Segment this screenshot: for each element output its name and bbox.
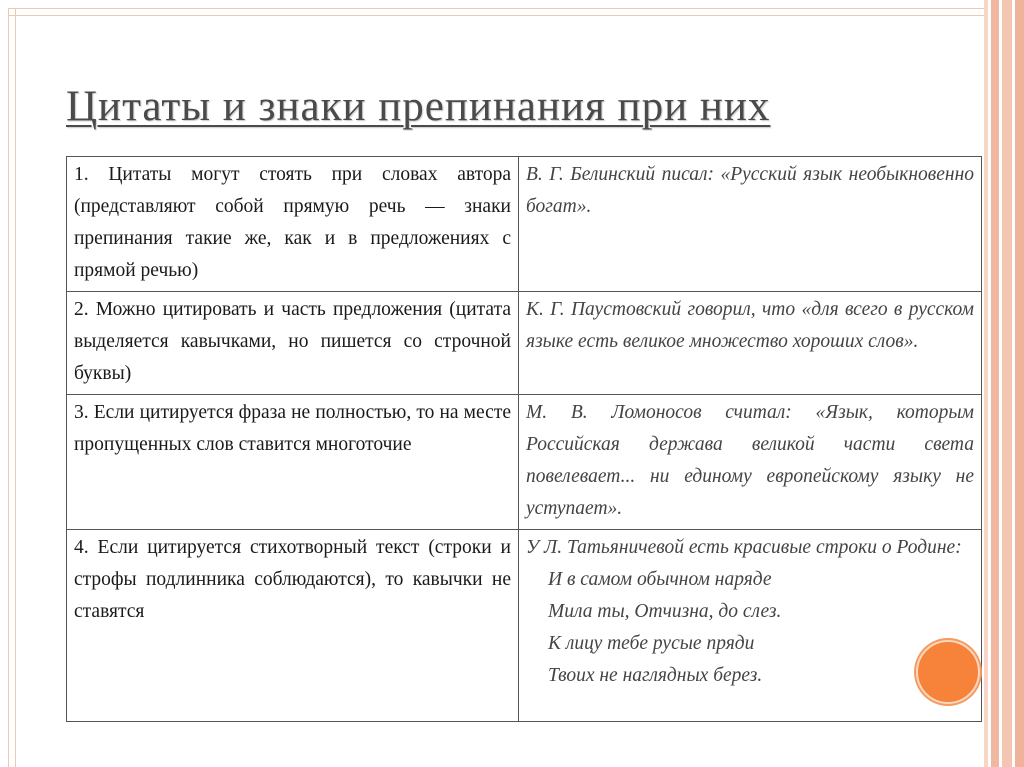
example-cell: К. Г. Паустовский говорил, что «для всего в русском языке есть великое множество хороших слов».	[519, 292, 982, 395]
rule-cell: 2. Можно цитировать и часть предложения (цитата выделяется кавычками, но пишется со строчной буквы)	[67, 292, 519, 395]
rule-cell: 1. Цитаты могут стоять при словах автора (представляют собой прямую речь — знаки препинания такие же, как и в предложениях с прямой речью)	[67, 157, 519, 292]
table-row	[67, 157, 982, 292]
verse-block	[526, 564, 974, 692]
example-intro: У Л. Татьяничевой есть красивые строки о Родине:	[526, 537, 962, 558]
verse-line: И в самом обычном наряде	[548, 569, 772, 590]
table-row	[67, 292, 982, 395]
verse-line: Мила ты, Отчизна, до слез.	[548, 601, 782, 622]
rule-cell: 3. Если цитируется фраза не полностью, то на месте пропущенных слов ставится многоточие	[67, 395, 519, 530]
table-row	[67, 395, 982, 530]
example-cell	[519, 530, 982, 722]
frame-top-border	[8, 8, 990, 16]
slide-title: Цитаты и знаки препинания при них	[66, 83, 771, 130]
table-row	[67, 530, 982, 722]
verse-line: Твоих не наглядных берез.	[548, 665, 763, 686]
example-cell: М. В. Ломоносов считал: «Язык, которым Российская держава великой части света повелевает... ни единому европейскому языку не уступает».	[519, 395, 982, 530]
rule-cell: 4. Если цитируется стихотворный текст (строки и строфы подлинника соблюдаются), то кавычки не ставятся	[67, 530, 519, 722]
frame-left-border	[8, 8, 16, 767]
example-cell: В. Г. Белинский писал: «Русский язык необыкновенно богат».	[519, 157, 982, 292]
right-decorative-stripes	[984, 0, 1024, 767]
orange-circle-decoration	[916, 640, 980, 704]
verse-line: К лицу тебе русые пряди	[548, 633, 755, 654]
rules-table	[66, 156, 982, 722]
